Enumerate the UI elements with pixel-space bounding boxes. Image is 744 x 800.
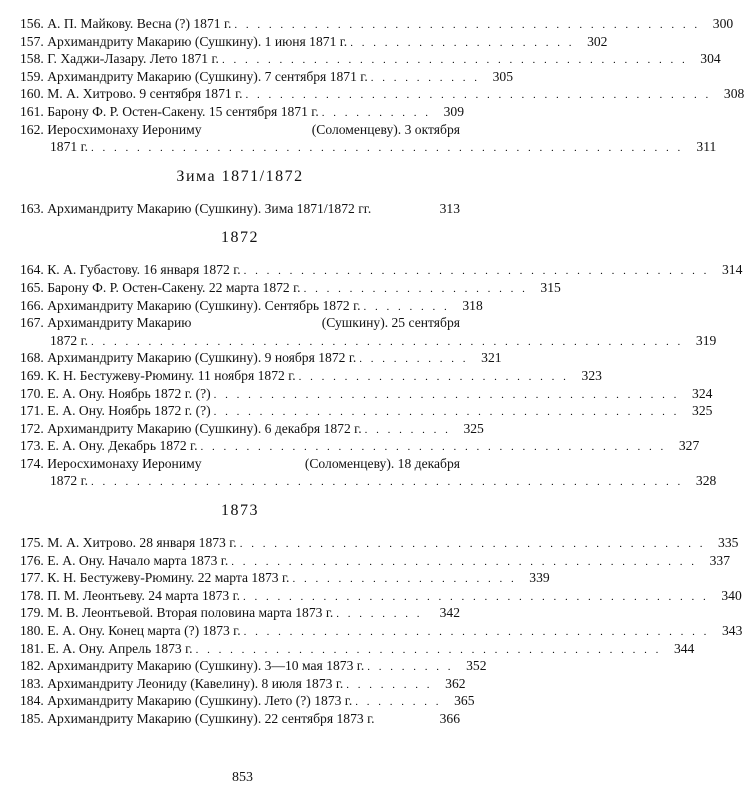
entry-title: Архимандриту Макарию (Сушкину). Зима 1871/1872 гг. <box>47 200 372 216</box>
leader-dots: . . . . . . . . . . . . . . . . . . . . . . . . . . . . . . . . . . . . . . . . . <box>195 643 662 656</box>
leader-dots: . . . . . . . . . . . . . . . . . . . . <box>303 282 528 295</box>
entry-title: Е. А. Ону. Ноябрь 1872 г. (?) <box>47 385 211 401</box>
entry-number: 183. <box>20 675 44 691</box>
entry-number: 171. <box>20 403 44 419</box>
entry-number: 176. <box>20 552 44 568</box>
entry-page: 362 <box>445 675 466 691</box>
entry-title: Архимандриту Макарию (Сушкину). 7 сентября 1871 г. <box>47 68 368 84</box>
entry-title-part: (Сушкину). 25 сентября <box>321 315 460 331</box>
toc-entry <box>20 385 713 403</box>
entry-page: 344 <box>673 640 695 656</box>
entry-title: Е. А. Ону. Начало марта 1873 г. <box>47 552 229 568</box>
entry-number: 181. <box>20 640 44 656</box>
entry-page: 366 <box>439 711 460 726</box>
leader-dots: . . . . . . . . . . . . . . . . . . . . . . . . <box>298 370 569 383</box>
leader-dots: . . . . . . . . . . . . . . . . . . . . . . . . . . . . . . . . . . . . . . . . . <box>243 626 710 639</box>
entry-number: 174. <box>20 455 44 471</box>
entry-page: 342 <box>439 605 460 621</box>
entry-number: 185. <box>20 711 44 726</box>
entry-title: Архимандриту Макарию (Сушкину). Лето (?) 1873 г. <box>47 693 353 709</box>
entry-number: 175. <box>20 535 44 551</box>
entry-page: 300 <box>712 16 734 31</box>
entry-number: 165. <box>20 279 44 295</box>
entry-page: 315 <box>540 279 561 295</box>
leader-dots: . . . . . . . . <box>346 678 433 691</box>
entry-page: 323 <box>581 367 602 383</box>
entry-number: 172. <box>20 420 44 436</box>
entry-title: К. Н. Бестужеву-Рюмину. 11 ноября 1872 г. <box>47 367 296 383</box>
entry-title: Е. А. Ону. Апрель 1873 г. <box>47 640 193 656</box>
leader-dots: . . . . . . . . . . . . . . . . . . . . . . . . . . . . . . . . . . . . . . . . . . . . . . . . . . . . <box>91 476 684 489</box>
toc-entry <box>20 622 743 640</box>
toc-entry <box>20 50 721 68</box>
entry-title-part: (Соломенцеву). 18 декабря <box>304 455 460 471</box>
toc-entry <box>20 297 483 315</box>
entry-page: 319 <box>695 332 717 348</box>
toc-entry <box>20 692 475 710</box>
toc-entry <box>20 200 460 218</box>
toc-entry <box>20 279 561 297</box>
entry-title: К. Н. Бестужеву-Рюмину. 22 марта 1873 г. <box>47 570 290 586</box>
toc-entry <box>20 455 717 490</box>
entry-number: 168. <box>20 350 44 366</box>
entry-page: 339 <box>529 570 550 586</box>
entry-title: Барону Ф. Р. Остен-Сакену. 15 сентября 1871 г. <box>47 103 319 119</box>
entry-title: Е. А. Ону. Декабрь 1872 г. <box>47 438 198 454</box>
leader-dots: . . . . . . . . <box>367 661 454 674</box>
toc-entry <box>20 675 466 693</box>
contents-block-1871 <box>20 15 744 156</box>
entry-number: 159. <box>20 68 44 84</box>
leader-dots: . . . . . . . . . . <box>370 71 480 84</box>
leader-dots: . . . . . . . . <box>363 300 450 313</box>
entry-page: 340 <box>721 587 742 603</box>
entry-page: 311 <box>696 139 717 155</box>
leader-dots: . . . . . . . . . . . . . . . . . . . . . . . . . . . . . . . . . . . . . . . . . <box>243 265 710 278</box>
entry-number: 163. <box>20 200 44 216</box>
entry-title: Архимандриту Леониду (Кавелину). 8 июля 1873 г. <box>47 675 344 691</box>
entry-number: 161. <box>20 103 44 119</box>
entry-title-part: 1872 г. <box>50 332 89 348</box>
leader-dots: . . . . . . . . . . . . . . . . . . . . . . . . . . . . . . . . . . . . . . . . . <box>213 406 680 419</box>
entry-number: 173. <box>20 438 44 454</box>
entry-title: Архимандриту Макарию (Сушкину). 3—10 мая 1873 г. <box>47 658 365 674</box>
entry-title: М. В. Леонтьевой. Вторая половина марта 1873 г. <box>47 605 334 621</box>
section-title-1872: 1872 <box>221 229 259 247</box>
entry-page: 327 <box>678 438 700 454</box>
toc-entry <box>20 587 742 605</box>
entry-page: 343 <box>721 623 743 639</box>
leader-dots: . . . . . . . . . . . . . . . . . . . . . . . . . . . . . . . . . . . . . . . . . <box>243 590 709 603</box>
entry-page: 324 <box>692 385 713 401</box>
entry-title: Е. А. Ону. Конец марта (?) 1873 г. <box>47 623 241 639</box>
toc-entry <box>20 604 460 622</box>
page-number: 853 <box>232 770 253 785</box>
toc-entry <box>20 420 484 438</box>
leader-dots: . . . . . . . . . . . . . . . . . . . . . . . . . . . . . . . . . . . . . . . . . . . . . . . . . . . . <box>91 142 684 155</box>
leader-dots: . . . . . . . . . . . . . . . . . . . . . . . . . . . . . . . . . . . . . . . . . <box>231 555 697 568</box>
entry-number: 179. <box>20 605 44 621</box>
toc-entry <box>20 261 743 279</box>
toc-entry <box>20 402 713 420</box>
toc-entry <box>20 640 695 658</box>
entry-number: 170. <box>20 385 44 401</box>
entry-title-part: 1872 г. <box>50 473 89 489</box>
toc-entry <box>20 15 734 33</box>
entry-title-part: Архимандриту Макарию <box>47 315 192 331</box>
leader-dots: . . . . . . . . <box>364 423 451 436</box>
entry-title: П. М. Леонтьеву. 24 марта 1873 г. <box>47 587 241 603</box>
entry-number: 158. <box>20 51 44 67</box>
toc-entry <box>20 437 700 455</box>
leader-dots: . . . . . . . . . . <box>321 106 431 119</box>
toc-entry <box>20 657 487 675</box>
table-of-contents <box>20 15 744 728</box>
entry-title: А. П. Майкову. Весна (?) 1871 г. <box>47 16 232 31</box>
leader-dots: . . . . . . . . . . . . . . . . . . . . . . . . . . . . . . . . . . . . . . . . . . . . . . . . . . . . <box>91 335 684 348</box>
section-title-winter: Зима 1871/1872 <box>176 167 304 185</box>
entry-page: 304 <box>700 51 721 67</box>
entry-page: 302 <box>587 33 608 49</box>
entry-number: 164. <box>20 262 44 278</box>
entry-number: 160. <box>20 86 44 102</box>
entry-number: 178. <box>20 587 44 603</box>
entry-title-part: 1871 г. <box>50 139 89 155</box>
toc-entry <box>20 710 460 728</box>
entry-title: Архимандриту Макарию (Сушкину). 22 сентября 1873 г. <box>47 711 375 726</box>
toc-entry <box>20 569 550 587</box>
entry-title: М. А. Хитрово. 28 января 1873 г. <box>47 535 237 551</box>
toc-entry <box>20 103 464 121</box>
entry-page: 318 <box>462 297 483 313</box>
entry-title: М. А. Хитрово. 9 сентября 1871 г. <box>47 86 243 102</box>
entry-number: 166. <box>20 297 44 313</box>
leader-dots: . . . . . . . . . . . . . . . . . . . . . . . . . . . . . . . . . . . . . . . . . <box>213 388 680 401</box>
entry-title: Е. А. Ону. Ноябрь 1872 г. (?) <box>47 403 211 419</box>
entry-page: 337 <box>709 552 730 568</box>
toc-entry <box>20 85 744 103</box>
leader-dots: . . . . . . . . . . . . . . . . . . . . <box>292 573 517 586</box>
entry-page: 335 <box>718 535 739 551</box>
entry-title: Архимандриту Макарию (Сушкину). 6 декабря 1872 г. <box>47 420 362 436</box>
leader-dots: . . . . . . . . . . . . . . . . . . . . . . . . . . . . . . . . . . . . . . . . . <box>221 54 688 67</box>
leader-dots: . . . . . . . . . . . . . . . . . . . . . . . . . . . . . . . . . . . . . . . . . <box>239 538 706 551</box>
entry-title: К. А. Губастову. 16 января 1872 г. <box>47 262 241 278</box>
section-title-1873: 1873 <box>221 502 259 520</box>
leader-dots: . . . . . . . . . . . . . . . . . . . . . . . . . . . . . . . . . . . . . . . . . <box>234 19 701 31</box>
toc-entry <box>20 68 513 86</box>
leader-dots: . . . . . . . . . . <box>359 353 469 366</box>
entry-number: 167. <box>20 315 44 331</box>
entry-number: 182. <box>20 658 44 674</box>
entry-number: 184. <box>20 693 44 709</box>
entry-title-part: Иеросхимонаху Иерониму <box>47 455 202 471</box>
entry-number: 156. <box>20 16 44 31</box>
toc-entry <box>20 349 502 367</box>
toc-entry <box>20 121 717 156</box>
entry-title: Архимандриту Макарию (Сушкину). 9 ноября 1872 г. <box>47 350 357 366</box>
leader-dots: . . . . . . . . <box>336 608 423 621</box>
entry-title-part: (Соломенцеву). 3 октября <box>311 121 460 137</box>
entry-number: 169. <box>20 367 44 383</box>
toc-entry <box>20 534 739 552</box>
entry-number: 177. <box>20 570 44 586</box>
entry-page: 308 <box>723 86 744 102</box>
entry-title: Г. Хаджи-Лазару. Лето 1871 г. <box>47 51 219 67</box>
entry-page: 309 <box>443 103 464 119</box>
leader-dots: . . . . . . . . . . . . . . . . . . . . <box>350 36 575 49</box>
entry-page: 352 <box>466 658 487 674</box>
entry-page: 314 <box>722 262 743 278</box>
entry-title: Архимандриту Макарию (Сушкину). 1 июня 1871 г. <box>47 33 348 49</box>
entry-title-part: Иеросхимонаху Иерониму <box>47 121 202 137</box>
entry-page: 321 <box>481 350 502 366</box>
entry-page: 305 <box>492 68 513 84</box>
leader-dots: . . . . . . . . <box>355 696 442 709</box>
toc-entry <box>20 552 730 570</box>
entry-page: 325 <box>463 420 484 436</box>
entry-title: Архимандриту Макарию (Сушкину). Сентябрь 1872 г. <box>47 297 361 313</box>
toc-entry <box>20 314 717 349</box>
entry-title: Барону Ф. Р. Остен-Сакену. 22 марта 1872 г. <box>47 279 301 295</box>
leader-dots: . . . . . . . . . . . . . . . . . . . . . . . . . . . . . . . . . . . . . . . . . <box>200 441 667 454</box>
entry-number: 180. <box>20 623 44 639</box>
entry-page: 328 <box>695 473 717 489</box>
leader-dots: . . . . . . . . . . . . . . . . . . . . . . . . . . . . . . . . . . . . . . . . . <box>245 89 712 102</box>
entry-page: 313 <box>439 200 460 216</box>
entry-number: 162. <box>20 121 44 137</box>
toc-entry <box>20 33 608 51</box>
entry-page: 365 <box>454 693 475 709</box>
entry-number: 157. <box>20 33 44 49</box>
entry-page: 325 <box>692 403 713 419</box>
toc-entry <box>20 367 602 385</box>
